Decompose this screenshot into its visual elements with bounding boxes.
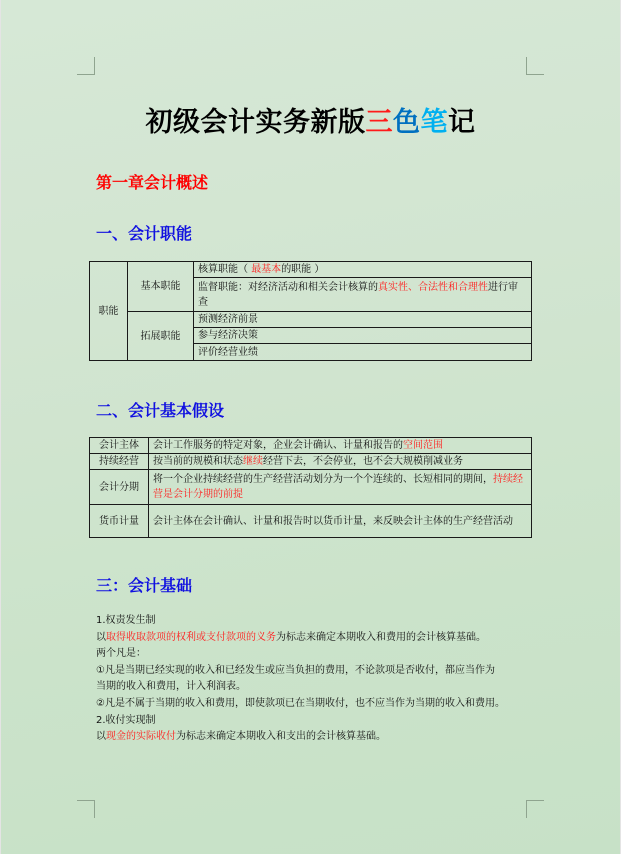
functions-table — [89, 261, 532, 361]
table-cell: 预测经济前景 — [194, 312, 532, 328]
table-cell: 核算职能（ 最基本的职能 ） — [194, 262, 532, 278]
section-heading-assumptions: 二、会计基本假设 — [96, 401, 225, 420]
title-part-blue: 色 — [393, 107, 421, 138]
text-line: 以取得收取款项的权利或支付款项的义务为标志来确定本期收入和费用的会计核算基础。 — [96, 631, 486, 643]
text-line: 以现金的实际收付为标志来确定本期收入和支出的会计核算基础。 — [96, 731, 386, 743]
assumption-value: 会计主体在会计确认、计量和报告时以货币计量，来反映会计主体的生产经营活动 — [149, 505, 532, 538]
text-line: 2.收付实现制 — [96, 714, 156, 726]
table-cell: 监督职能：对经济活动和相关会计核算的真实性、合法性和合理性进行审查 — [194, 278, 532, 312]
text-line: ①凡是当期已经实现的收入和已经发生或应当负担的费用，不论款项是否收付，都应当作为 — [96, 664, 495, 676]
text-line: 两个凡是： — [96, 648, 146, 660]
text-line: 1.权责发生制 — [96, 615, 156, 626]
chapter-heading: 第一章会计概述 — [96, 173, 209, 192]
title-part: 初级会计实务新版 — [145, 107, 366, 138]
crop-mark-bottom-right — [526, 800, 544, 818]
functions-row-label: 职能 — [90, 262, 128, 361]
assumption-value: 会计工作服务的特定对象，企业会计确认、计量和报告的空间范围 — [149, 438, 532, 454]
assumptions-table — [89, 437, 532, 538]
text-line: ②凡是不属于当期的收入和费用，即使款项已在当期收付，也不应当作为当期的收入和费用。 — [96, 697, 505, 709]
text-line: 当期的收入和费用，计入利润表。 — [96, 681, 246, 693]
assumption-key: 会计分期 — [90, 470, 149, 505]
basis-text — [96, 613, 536, 746]
document-title — [0, 100, 621, 139]
crop-mark-top-right — [526, 57, 544, 75]
title-part-red: 三 — [365, 107, 393, 138]
title-part: 记 — [448, 107, 476, 138]
group-label-basic: 基本职能 — [128, 262, 194, 312]
table-cell: 评价经营业绩 — [194, 344, 532, 361]
group-label-extended: 拓展职能 — [128, 312, 194, 361]
title-part-cyan: 笔 — [420, 107, 448, 138]
assumption-value: 按当前的规模和状态继续经营下去，不会停业，也不会大规模削减业务 — [149, 454, 532, 470]
assumption-key: 会计主体 — [90, 438, 149, 454]
section-heading-basis: 三：会计基础 — [96, 576, 193, 595]
assumption-value: 将一个企业持续经营的生产经营活动划分为一个个连续的、长短相同的期间，持续经营是会计分期的前提 — [149, 470, 532, 505]
table-cell: 参与经济决策 — [194, 328, 532, 344]
crop-mark-bottom-left — [77, 800, 95, 818]
crop-mark-top-left — [77, 57, 95, 75]
assumption-key: 持续经营 — [90, 454, 149, 470]
assumption-key: 货币计量 — [90, 505, 149, 538]
section-heading-functions: 一、会计职能 — [96, 224, 193, 243]
